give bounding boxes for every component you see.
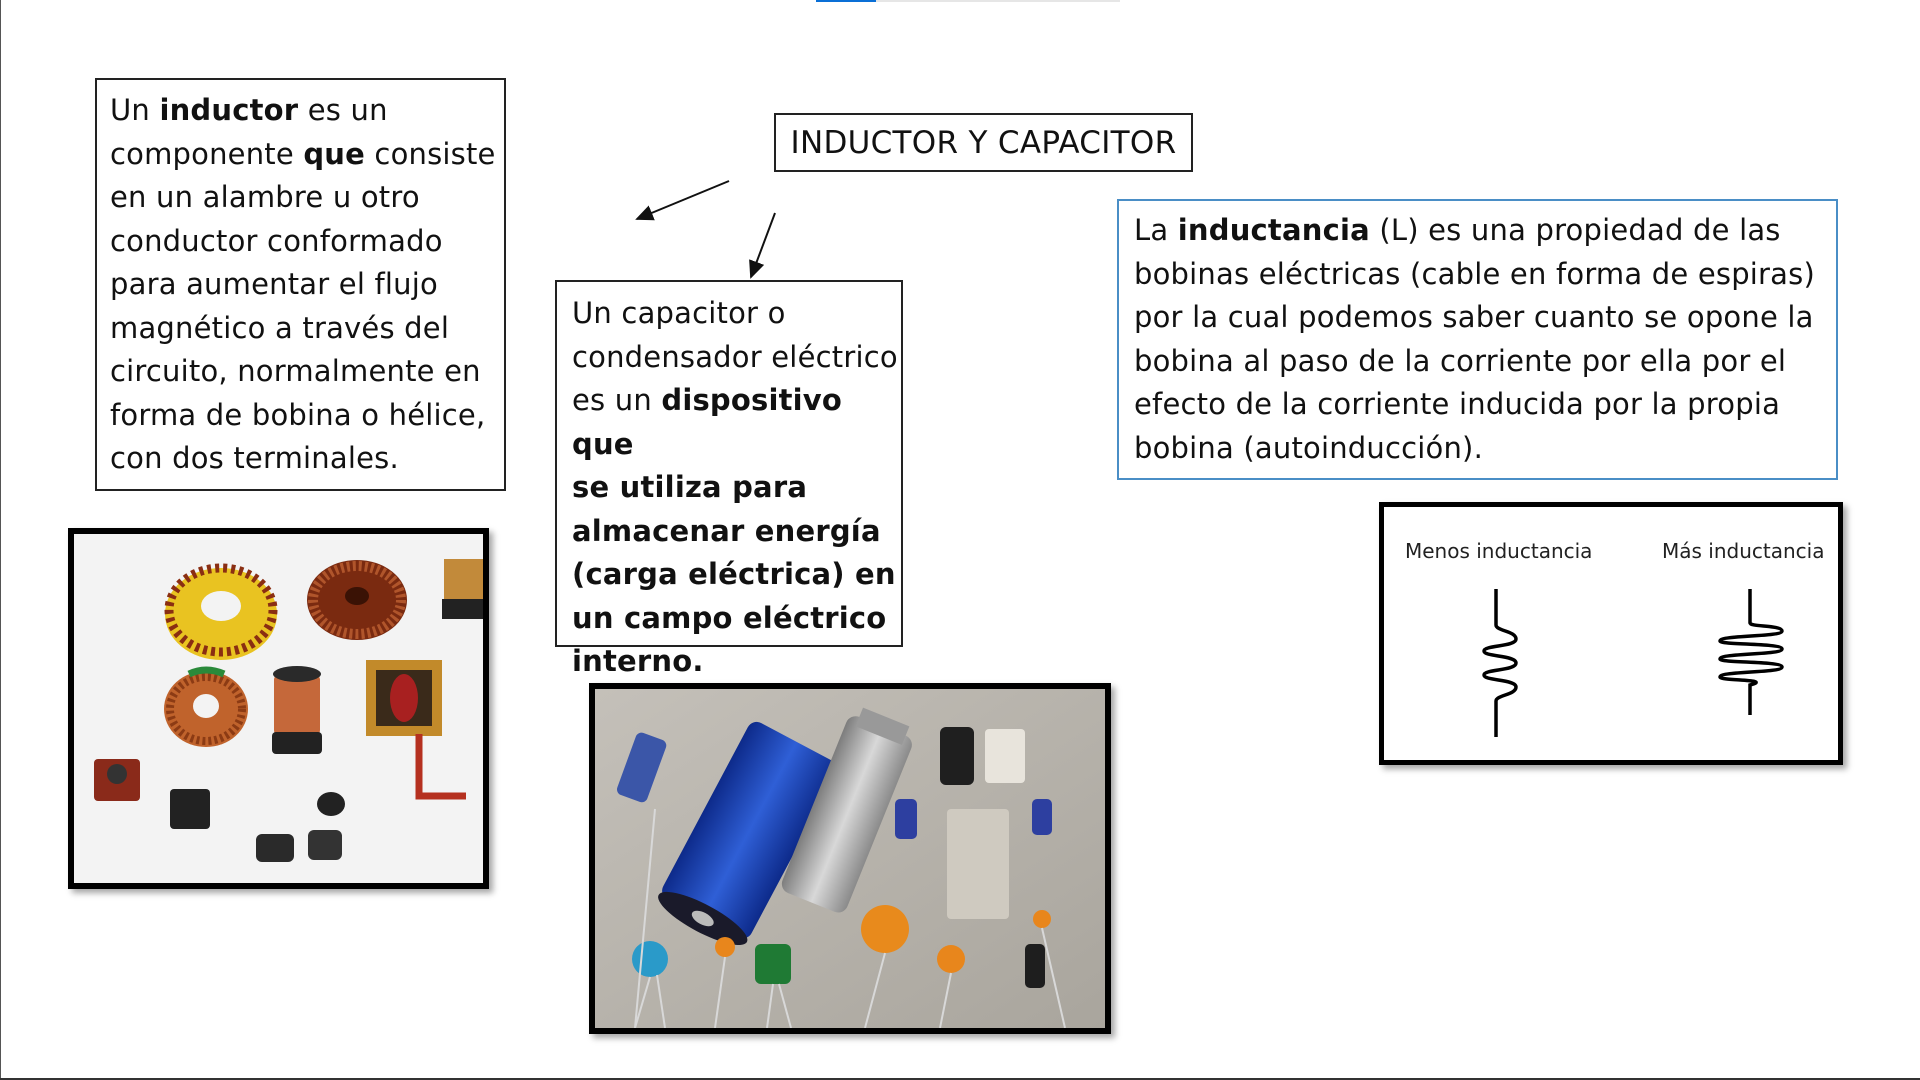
coil-icon-less [1474, 587, 1534, 737]
inductance-definition-text [1134, 209, 1836, 470]
text-line: con dos terminales. [110, 441, 399, 475]
text-line: condensador eléctrico [572, 339, 898, 374]
text-line: (carga eléctrica) en [572, 557, 896, 591]
text-line: La inductancia (L) es una propiedad de las [1134, 213, 1781, 247]
inductance-comparison-diagram [1379, 502, 1843, 765]
inductance-definition-box [1117, 199, 1838, 480]
text-line: conductor conformado [110, 223, 443, 258]
capacitor-definition-text [572, 292, 901, 684]
inductors-photo [68, 528, 489, 889]
text-line: interno. [572, 644, 704, 678]
text-line: por la cual podemos saber cuanto se opone la [1134, 300, 1814, 334]
slide-title: INDUCTOR Y CAPACITOR [790, 124, 1177, 161]
label-less-inductance: Menos inductancia [1405, 539, 1593, 563]
text-line: en un alambre u otro [110, 180, 420, 214]
text-line: componente que consiste [110, 136, 496, 171]
text-line: es un dispositivo que [572, 383, 843, 461]
arrow-to-capacitor [751, 213, 775, 277]
text-line: se utiliza para [572, 470, 808, 504]
text-line: Un inductor es un [110, 93, 388, 127]
text-line: magnético a través del [110, 310, 450, 345]
text-line: un campo eléctrico [572, 600, 887, 635]
text-line: bobina (autoinducción). [1134, 430, 1483, 465]
text-line: almacenar energía [572, 513, 881, 548]
text-line: Un capacitor o [572, 296, 786, 330]
text-line: para aumentar el flujo [110, 267, 438, 301]
capacitor-definition-box [555, 280, 903, 678]
text-line: forma de bobina o hélice, [110, 397, 486, 432]
text-line: bobina al paso de la corriente por ella por el [1134, 343, 1787, 378]
text-line: efecto de la corriente inducida por la propia [1134, 387, 1781, 421]
label-more-inductance: Más inductancia [1662, 539, 1825, 563]
text-line: bobinas eléctricas (cable en forma de espiras) [1134, 256, 1815, 291]
capacitors-photo [589, 683, 1111, 1034]
coil-icon-more [1714, 587, 1794, 717]
text-line: circuito, normalmente en [110, 354, 481, 388]
arrow-to-inductor [637, 181, 729, 219]
